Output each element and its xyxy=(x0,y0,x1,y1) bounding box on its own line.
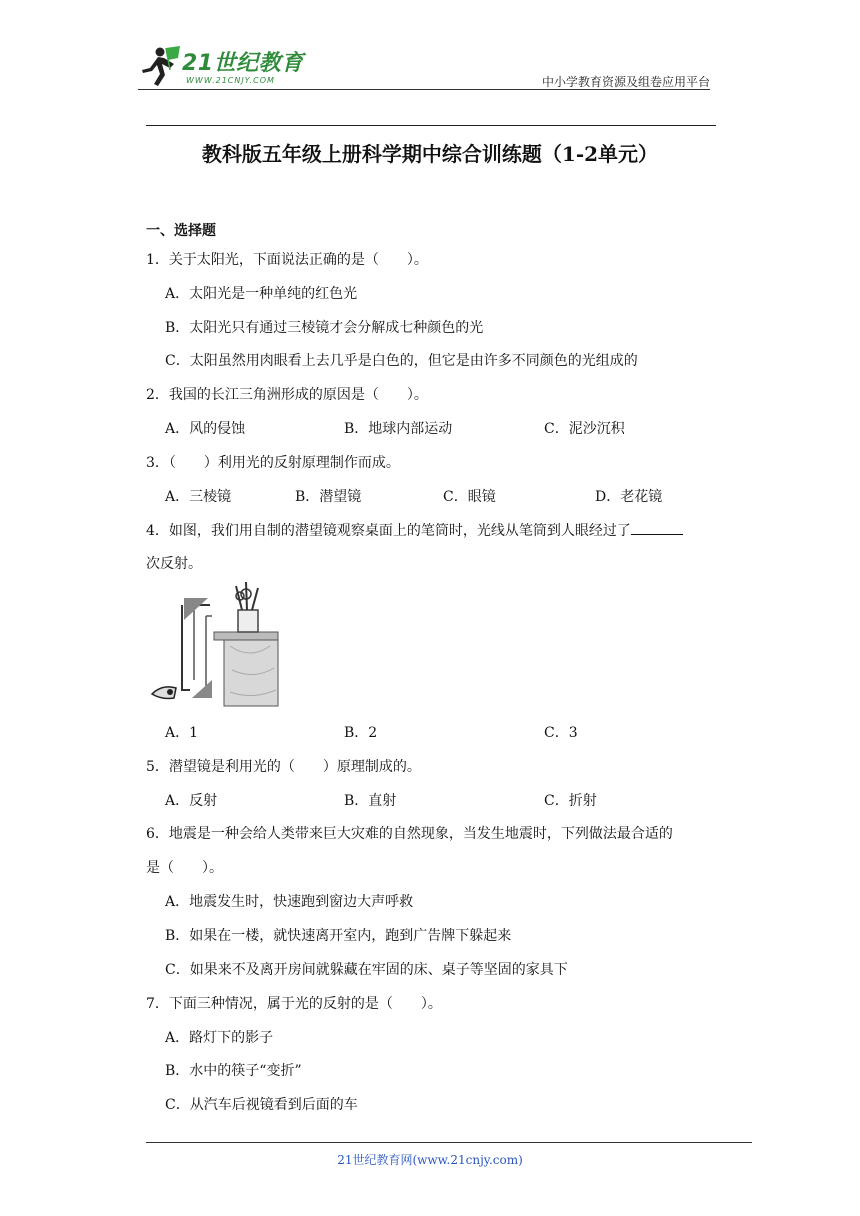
question-4-option-a: A．1 xyxy=(165,725,199,741)
question-4-stem-line1 xyxy=(146,520,683,540)
table-top xyxy=(214,632,278,640)
question-3-option-a: A．三棱镜 xyxy=(165,489,232,505)
bottom-mirror xyxy=(192,680,212,698)
periscope-figure xyxy=(150,580,280,708)
question-5-stem: 5．潜望镜是利用光的（ ）原理制成的。 xyxy=(146,759,421,775)
top-mirror xyxy=(184,598,208,620)
question-6-stem-line2: 是（ ）。 xyxy=(146,860,223,876)
question-6-option-c: C．如果来不及离开房间就躲藏在牢固的床、桌子等坚固的家具下 xyxy=(165,962,568,978)
page-title: 教科版五年级上册科学期中综合训练题（1-2单元） xyxy=(201,142,659,166)
question-3-option-d: D．老花镜 xyxy=(595,489,663,505)
header-divider xyxy=(138,89,710,90)
question-1-option-b: B．太阳光只有通过三棱镜才会分解成七种颜色的光 xyxy=(165,320,484,336)
question-6-option-a: A．地震发生时，快速跑到窗边大声呼救 xyxy=(165,894,414,910)
answer-blank[interactable] xyxy=(631,520,683,535)
question-3-stem: 3．（ ）利用光的反射原理制作而成。 xyxy=(146,455,400,471)
header-tagline: 中小学教育资源及组卷应用平台 xyxy=(541,75,710,89)
logo-text: 21世纪教育 xyxy=(182,51,304,76)
question-2-stem: 2．我国的长江三角洲形成的原因是（ ）。 xyxy=(146,387,428,403)
question-4-stem-line2: 次反射。 xyxy=(146,556,202,572)
question-3-option-c: C．眼镜 xyxy=(443,489,496,505)
question-5-option-a: A．反射 xyxy=(165,793,218,809)
question-2-option-c: C．泥沙沉积 xyxy=(544,421,625,437)
question-6-stem-line1: 6．地震是一种会给人类带来巨大灾难的自然现象，当发生地震时，下列做法最合适的 xyxy=(146,826,673,842)
section-title: 一、选择题 xyxy=(146,223,216,239)
footer-divider xyxy=(146,1142,752,1143)
question-2-option-b: B．地球内部运动 xyxy=(344,421,453,437)
question-3-option-b: B．潜望镜 xyxy=(295,489,362,505)
question-7-option-b: B．水中的筷子“变折” xyxy=(165,1063,302,1079)
question-7-stem: 7．下面三种情况，属于光的反射的是（ ）。 xyxy=(146,996,442,1012)
question-4-option-b: B．2 xyxy=(344,725,378,741)
question-1-option-c: C．太阳虽然用肉眼看上去几乎是白色的，但它是由许多不同颜色的光组成的 xyxy=(165,353,638,369)
question-7-option-a: A．路灯下的影子 xyxy=(165,1030,274,1046)
question-1-option-a: A．太阳光是一种单纯的红色光 xyxy=(165,286,358,302)
question-4-stem-text: 4．如图，我们用自制的潜望镜观察桌面上的笔筒时，光线从笔筒到人眼经过了 xyxy=(146,523,631,539)
title-rule xyxy=(146,125,716,126)
question-2-option-a: A．风的侵蚀 xyxy=(165,421,246,437)
question-5-option-b: B．直射 xyxy=(344,793,397,809)
question-1-stem: 1．关于太阳光，下面说法正确的是（ ）。 xyxy=(146,252,428,268)
pen-holder xyxy=(238,610,258,632)
footer-link[interactable]: 21世纪教育网(www.21cnjy.com) xyxy=(337,1153,523,1167)
logo-url: WWW.21CNJY.COM xyxy=(186,76,275,85)
question-7-option-c: C．从汽车后视镜看到后面的车 xyxy=(165,1097,358,1113)
periscope-illustration xyxy=(150,580,280,708)
table-body xyxy=(224,640,278,706)
logo xyxy=(140,44,310,94)
runner-logo-icon xyxy=(140,44,186,88)
question-6-option-b: B．如果在一楼，就快速离开室内，跑到广告牌下躲起来 xyxy=(165,928,512,944)
question-4-option-c: C．3 xyxy=(544,725,578,741)
question-5-option-c: C．折射 xyxy=(544,793,597,809)
